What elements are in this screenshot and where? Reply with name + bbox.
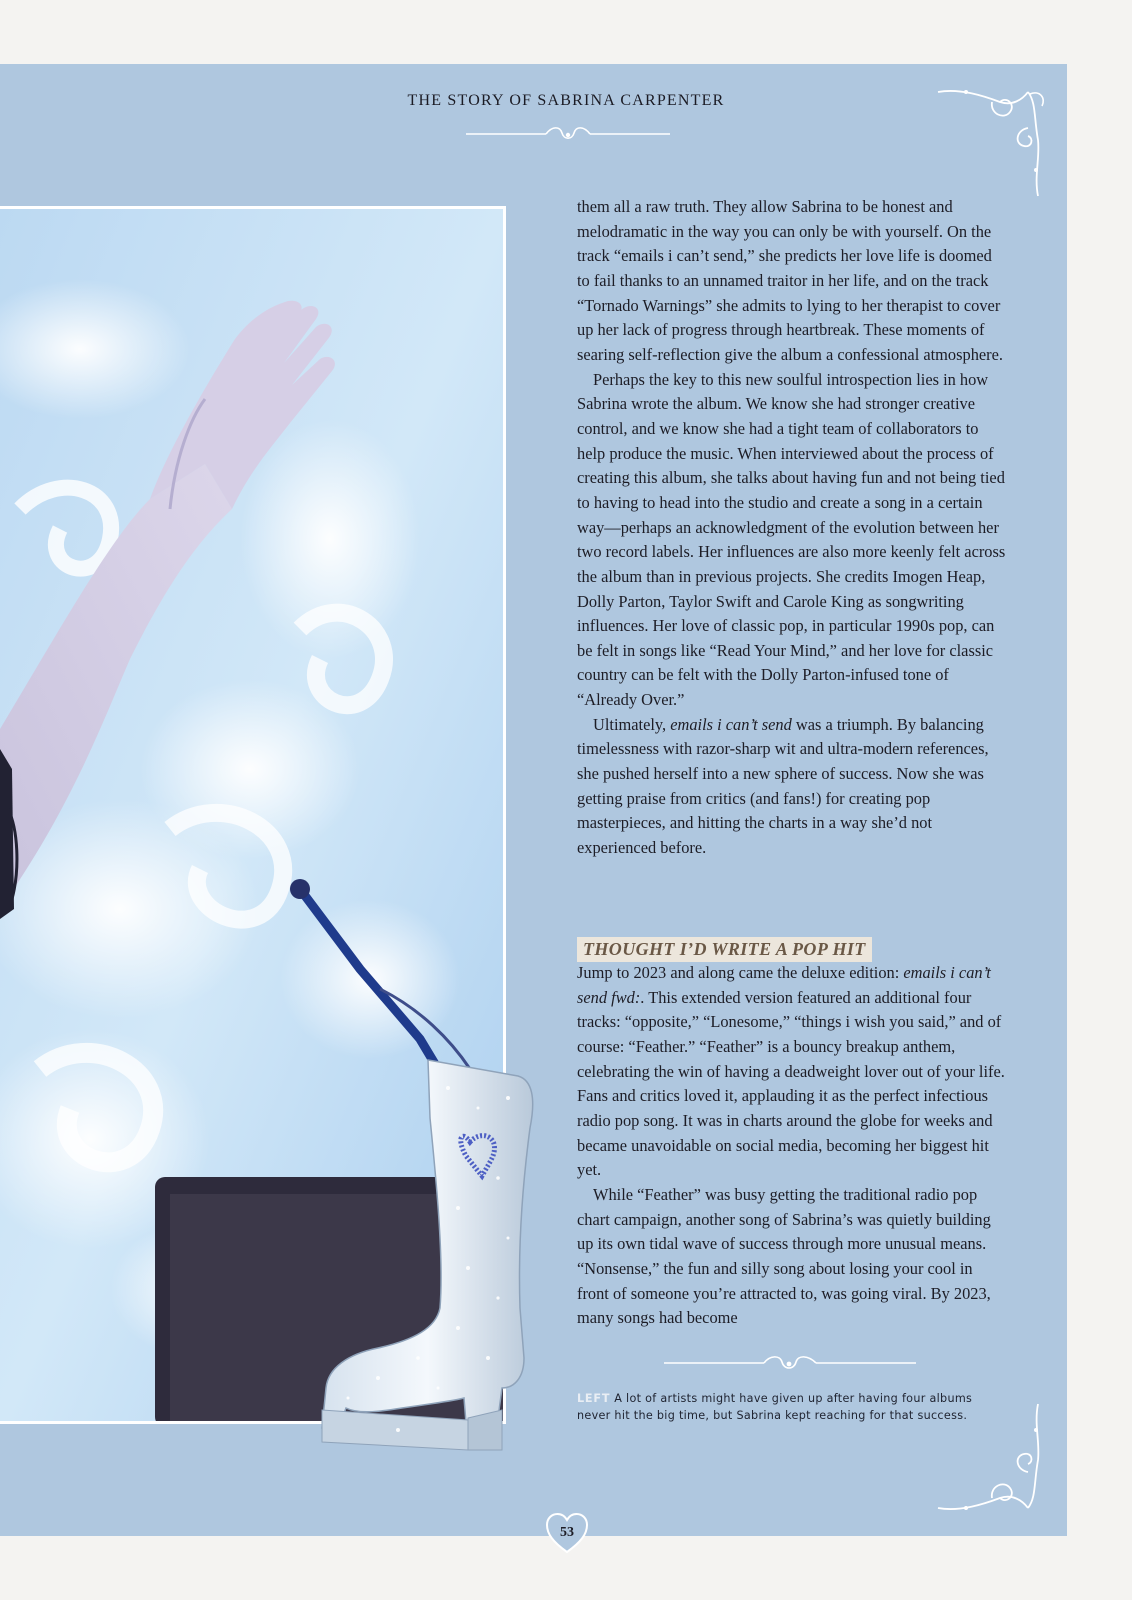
photo-caption <box>577 1390 1007 1424</box>
caption-text: A lot of artists might have given up after having four albums never hit the big time, but Sabrina kept reaching for that success. <box>577 1392 973 1422</box>
paragraph: them all a raw truth. They allow Sabrina to be honest and melodramatic in the way you can only be with yourself. On the track “emails i can’t send,” she predicts her love life is doomed to fail thanks to an unnamed traitor in her life, and on the track “Tornado Warnings” she admits to lying to her therapist to cover up her lack of progress through heartbreak. These moments of searing self-reflection give the album a confessional atmosphere. <box>577 197 1003 364</box>
body-column-top <box>577 195 1007 861</box>
paragraph: Perhaps the key to this new soulful introspection lies in how Sabrina wrote the album. We know she had stronger creative control, and we know she had a tight team of collaborators to help produce the music. When interviewed about the process of creating this album, she talks about having fun and not being tied to having to head into the studio and create a song in a certain way—perhaps an acknowledgment of the evolution between her two record labels. Her influences are also more keenly felt across the album than in previous projects. She credits Imogen Heap, Dolly Parton, Taylor Swift and Carole King as songwriting influences. Her love of classic pop, in particular 1990s pop, can be felt in songs like “Read Your Mind,” and her love for classic country can be felt with the Dolly Parton-infused tone of “Already Over.” <box>577 369 1006 710</box>
running-head: THE STORY OF SABRINA CARPENTER <box>407 92 725 109</box>
caption-label: LEFT <box>577 1392 611 1405</box>
corner-scroll-icon <box>930 84 1050 200</box>
ornamental-flourish-icon <box>660 1352 920 1374</box>
subhead-wrapper <box>577 937 872 962</box>
glitter-boot-illustration <box>318 1058 558 1468</box>
page-number: 53 <box>560 1525 574 1540</box>
ornamental-flourish-icon <box>462 124 674 144</box>
page-number-badge <box>545 1512 589 1554</box>
paragraph: Jump to 2023 and along came the deluxe edition: emails i can’t send fwd:. This extended version featured an additional four tracks: “opposite,” “Lonesome,” “things i wish you said,” and of course: “Feather.” “Feather” is a bouncy breakup anthem, celebrating the win of having a deadweight lover out of your life. Fans and critics loved it, applauding it as the perfect infectious radio pop song. It was in charts around the globe for weeks and became unavoidable on social media, becoming her biggest hit yet. <box>577 963 1005 1180</box>
body-column-bottom <box>577 961 1007 1331</box>
paragraph: While “Feather” was busy getting the traditional radio pop chart campaign, another song of Sabrina’s was quietly building up its own tidal wave of success through more unusual means. “Nonsense,” the fun and silly song about losing your cool in front of someone you’re attracted to, was going viral. By 2023, many songs had become <box>577 1184 991 1328</box>
section-subhead: THOUGHT I’D WRITE A POP HIT <box>577 937 872 962</box>
paragraph: Ultimately, emails i can’t send was a triumph. By balancing timelessness with razor-sharp wit and ultra-modern references, she pushed herself into a new sphere of success. Now she was getting praise from critics (and fans!) for creating pop masterpieces, and hitting the charts in a way she’d not experienced before. <box>577 714 989 858</box>
